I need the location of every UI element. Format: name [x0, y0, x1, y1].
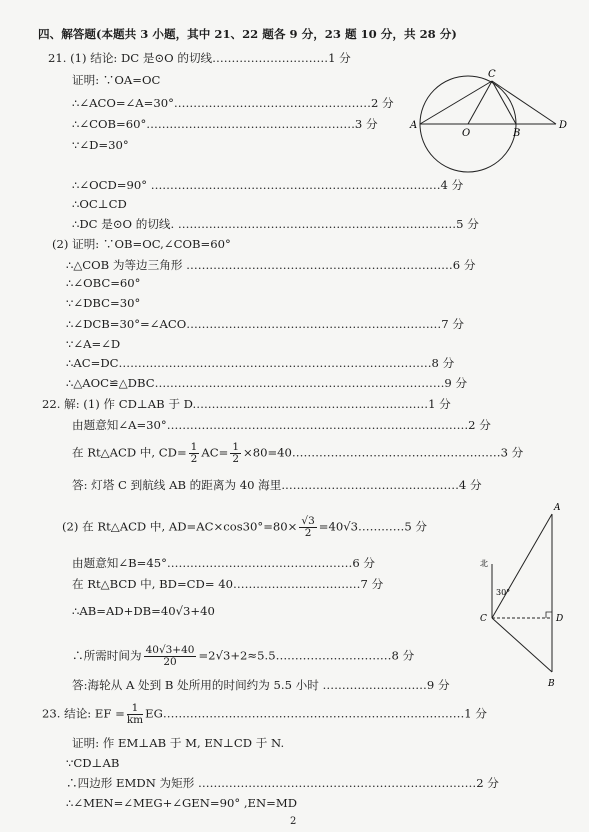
- q21-line-4: ∴∠COB=60°………………………………………………3 分: [72, 117, 378, 131]
- q22-line-8: ∴AB=AD+DB=40√3+40: [72, 604, 215, 618]
- fig2-label-angle: 30°: [496, 588, 511, 597]
- circle-figure: [408, 66, 576, 178]
- fig2-label-a: A: [554, 503, 561, 513]
- q22-line-2: 由题意知∠A=30°……………………………………………………………………2 分: [72, 418, 491, 432]
- q21-line-11: ∴∠OBC=60°: [66, 276, 141, 290]
- fraction-sqrt3-over-2: $\frac{√3}{2}$: [301, 515, 315, 539]
- q21-line-12: ∵∠DBC=30°: [66, 296, 141, 310]
- q21-line-14: ∵∠A=∠D: [66, 337, 121, 351]
- fraction-one-half: $\frac{1}{2}$: [190, 441, 198, 465]
- q21-line-2: 证明: ∵OA=OC: [72, 73, 161, 87]
- q23-line-3: ∵CD⊥AB: [66, 756, 120, 770]
- q22-line-3: 在 Rt△ACD 中, CD= $\frac{1}{2}$ AC= $\frac{1}{2}$ ×80=40………………………………………………3 分: [72, 441, 524, 465]
- page-number: 2: [290, 816, 297, 827]
- fig2-label-c: C: [480, 614, 487, 624]
- q23-line-4: ∴四边形 EMDN 为矩形 ………………………………………………………………2 分: [66, 776, 499, 790]
- q22-line-5: (2) 在 Rt△ACD 中, AD=AC×cos30°=80× $\frac{√3}{2}$ =40√3…………5 分: [62, 515, 428, 539]
- q21-line-3: ∴∠ACO=∠A=30°……………………………………………2 分: [72, 96, 394, 110]
- fig2-label-d: D: [556, 614, 564, 624]
- q23-line-1: 23. 结论: EF = $\frac{1}{km}$ EG……………………………………………………………………1 分: [42, 702, 487, 726]
- fig2-label-north: 北: [480, 559, 488, 568]
- q23-line-5: ∴∠MEN=∠MEG+∠GEN=90° ,EN=MD: [66, 796, 298, 810]
- fig1-label-c: C: [488, 69, 496, 80]
- navigation-figure: [476, 500, 576, 692]
- q22-line-7: 在 Rt△BCD 中, BD=CD= 40……………………………7 分: [72, 577, 384, 591]
- q21-line-1: 21. (1) 结论: DC 是⊙O 的切线…………………………1 分: [48, 51, 351, 65]
- q21-line-5: ∵∠D=30°: [72, 138, 129, 152]
- fraction-one-half-2: $\frac{1}{2}$: [232, 441, 239, 465]
- fig2-label-b: B: [548, 679, 555, 689]
- q21-line-13: ∴∠DCB=30°=∠ACO…………………………………………………………7 分: [66, 317, 464, 331]
- q21-line-8: ∴DC 是⊙O 的切线. ………………………………………………………………5 分: [72, 217, 479, 231]
- q22-line-4: 答: 灯塔 C 到航线 AB 的距离为 40 海里.………………………………………4 分: [72, 478, 482, 492]
- q21-line-7: ∴OC⊥CD: [72, 197, 127, 211]
- q22-line-10: 答:海轮从 A 处到 B 处所用的时间约为 5.5 小时 ………………………9 分: [72, 678, 450, 692]
- fig1-label-o: O: [462, 128, 471, 139]
- q21-line-15: ∴AC=DC………………………………………………………………………8 分: [66, 356, 455, 370]
- fraction-time: $\frac{40√3+40}{20}$: [145, 644, 195, 668]
- section-title: 四、解答题(本题共 3 小题，其中 21、22 题各 9 分，23 题 10 分，共 28 分): [38, 27, 457, 41]
- q22-line-6: 由题意知∠B=45°…………………………………………6 分: [72, 556, 376, 570]
- fig1-label-d: D: [559, 120, 568, 131]
- q22-line-1: 22. 解: (1) 作 CD⊥AB 于 D.……………………………………………………1 分: [42, 397, 451, 411]
- fraction-one-over-km: $\frac{1}{km}$: [126, 702, 144, 726]
- q21-line-9: (2) 证明: ∵OB=OC,∠COB=60°: [52, 237, 231, 251]
- q21-line-10: ∴△COB 为等边三角形 ……………………………………………………………6 分: [66, 258, 476, 272]
- q22-line-9: ∴所需时间为 $\frac{40√3+40}{20}$ =2√3+2≈5.5…………………………8 分: [72, 644, 415, 668]
- q21-line-16: ∴△AOC≌△DBC…………………………………………………………………9 分: [66, 376, 468, 390]
- fig1-label-b: B: [513, 128, 521, 139]
- q23-line-2: 证明: 作 EM⊥AB 于 M, EN⊥CD 于 N.: [72, 736, 285, 750]
- fig1-label-a: A: [410, 120, 418, 131]
- q21-line-6: ∴∠OCD=90° …………………………………………………………………4 分: [72, 178, 464, 192]
